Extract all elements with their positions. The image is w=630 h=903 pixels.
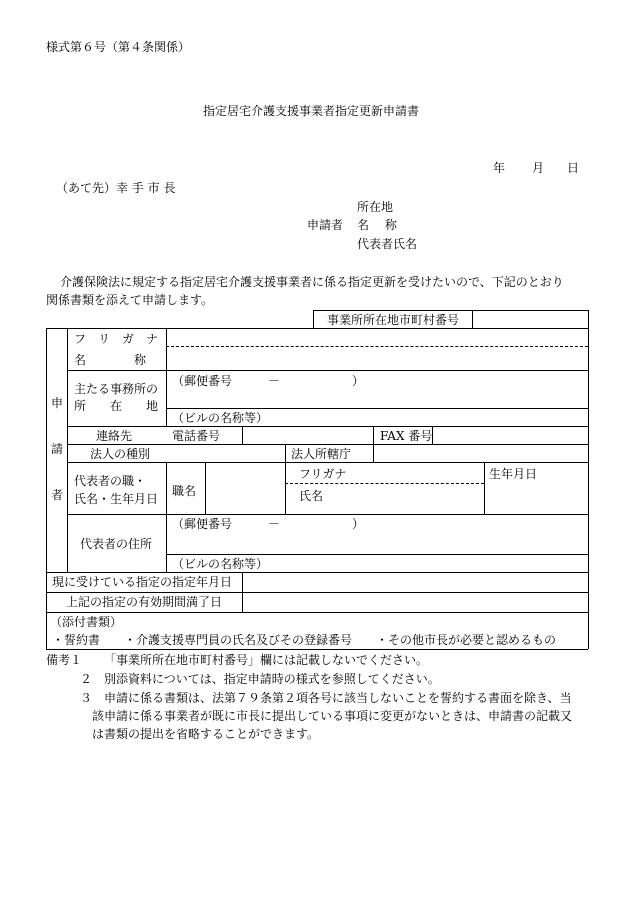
note-1-text: 「事業所所在地市町村番号」欄には記載しないでください。: [104, 653, 429, 667]
note-1-number: 備考１: [46, 653, 83, 667]
phone-label: 電話番号: [172, 429, 221, 443]
current-designation-label: 現に受けている指定の指定年月日: [52, 575, 233, 589]
vertical-char-3: 者: [50, 488, 63, 502]
main-office-label-2: 所 在 地: [74, 399, 159, 413]
addressee: （あて先）幸 手 市 長: [56, 181, 176, 195]
rep-title-label-1: 代表者の職・: [74, 474, 147, 488]
birth-label: 生年月日: [489, 467, 538, 481]
phone-field[interactable]: [243, 427, 372, 443]
furigana-field[interactable]: [168, 330, 586, 345]
corp-agency-label: 法人所轄庁: [291, 447, 352, 461]
form-number: 様式第６号（第４条関係）: [46, 40, 191, 54]
note-2-text: 別添資料については、指定申請時の様式を参照してください。: [104, 672, 440, 686]
contact-label: 連絡先: [96, 429, 133, 443]
note-3-number: ３: [80, 691, 93, 705]
corp-type-field[interactable]: [167, 445, 284, 461]
form-title: 指定居宅介護支援事業者指定更新申請書: [203, 104, 420, 118]
intro-line-1: 介護保険法に規定する指定居宅介護支援事業者に係る指定更新を受けたいので、下記のとおり: [60, 275, 564, 289]
fax-field[interactable]: [433, 427, 587, 443]
name-field[interactable]: [168, 348, 586, 369]
corp-agency-field[interactable]: [374, 445, 587, 461]
applicant-name-label: 名 称: [357, 218, 397, 232]
intro-line-2: 関係書類を添えて申請します。: [46, 293, 214, 307]
date-month-label: 月: [532, 161, 545, 175]
vertical-char-2: 請: [50, 442, 63, 456]
main-office-label-1: 主たる事務所の: [74, 382, 159, 396]
position-field[interactable]: [206, 463, 284, 513]
postal-label: （郵便番号 － ）: [172, 374, 365, 388]
rep-furigana-label: フリガナ: [299, 467, 347, 481]
note-3-line-3: は書類の提出を省略することができます。: [92, 727, 320, 741]
corp-type-label: 法人の種別: [90, 447, 151, 461]
applicant-rep-label: 代表者氏名: [357, 237, 418, 251]
attachment-items: ・誓約書 ・介護支援専門員の氏名及びその登録番号 ・その他市長が必要と認めるもの: [52, 633, 557, 647]
expiry-label: 上記の指定の有効期間満了日: [66, 595, 223, 609]
rep-name-label: 氏名: [299, 489, 324, 503]
current-designation-field[interactable]: [243, 573, 587, 591]
applicant-address-label: 所在地: [357, 200, 394, 214]
note-3-line-1: 申請に係る書類は、法第７９条第２項各号に該当しないことを誓約する書面を除き、当: [104, 691, 572, 705]
note-2-number: ２: [80, 672, 93, 686]
fax-label: FAX 番号: [380, 429, 433, 443]
birth-field[interactable]: [485, 480, 587, 513]
name-label: 名 称: [74, 353, 147, 367]
date-year-label: 年: [493, 161, 506, 175]
applicant-label: 申請者: [307, 218, 344, 232]
position-label: 職名: [172, 484, 197, 498]
office-code-label: 事業所所在地市町村番号: [327, 313, 460, 327]
expiry-field[interactable]: [243, 593, 587, 611]
date-day-label: 日: [567, 161, 580, 175]
rep-address-label: 代表者の住所: [80, 537, 153, 551]
attachments-label: （添付書類）: [50, 615, 123, 629]
furigana-label: フ リ ガ ナ: [74, 332, 159, 346]
rep-building-label: （ビルの名称等）: [172, 557, 269, 571]
building-label: （ビルの名称等）: [172, 411, 269, 425]
note-3-line-2: 該申請に係る事業者が既に市長に提出している事項に変更がないときは、申請書の記載又: [92, 709, 573, 723]
office-code-field[interactable]: [473, 311, 587, 327]
rep-postal-label: （郵便番号 － ）: [172, 517, 365, 531]
vertical-char-1: 申: [50, 396, 63, 410]
rep-title-label-2: 氏名・生年月日: [74, 492, 159, 506]
